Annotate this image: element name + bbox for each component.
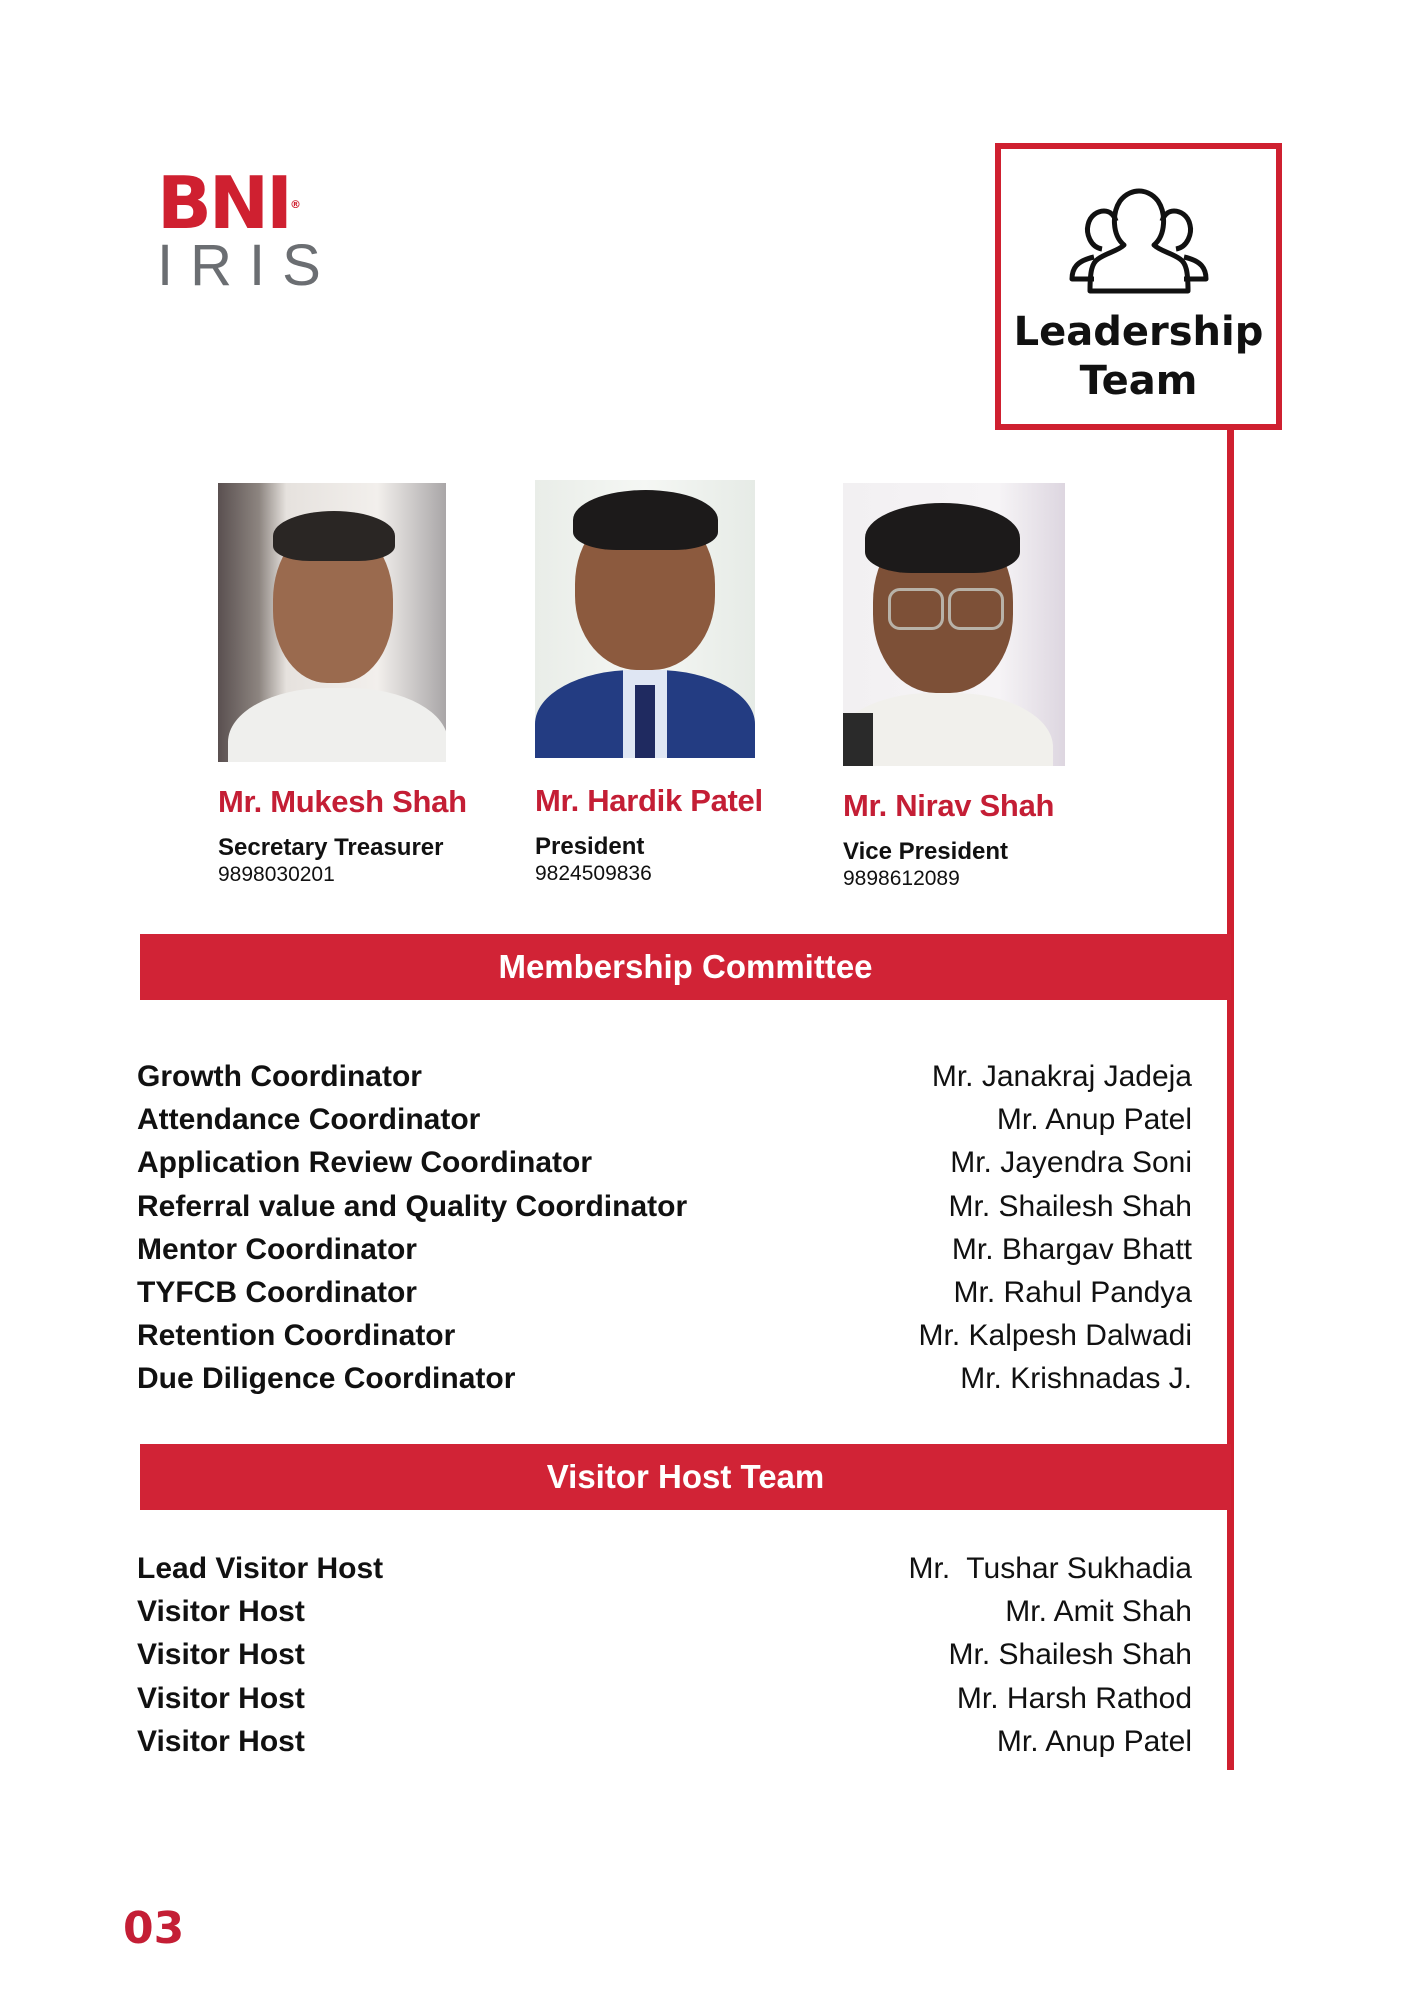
header-title: Leadership Team: [1013, 309, 1264, 404]
officer-phone: 9824509836: [535, 862, 652, 885]
officer-photo: [218, 483, 446, 762]
list-item: Retention Coordinator Mr. Kalpesh Dalwadi: [137, 1319, 1192, 1353]
logo-chapter: IRIS: [157, 233, 338, 298]
logo-brand: BNI®: [157, 161, 301, 245]
officer-role: Vice President: [843, 838, 1008, 865]
list-item: Attendance Coordinator Mr. Anup Patel: [137, 1103, 1192, 1137]
leadership-team-header: [995, 143, 1282, 430]
officer-photo: [535, 480, 755, 758]
bni-iris-logo: [157, 161, 338, 298]
officer-card: [218, 483, 518, 887]
list-item: Visitor Host Mr. Amit Shah: [137, 1595, 1192, 1629]
decorative-vertical-line: [1227, 429, 1234, 1770]
officer-phone: 9898030201: [218, 863, 335, 886]
officer-name: Mr. Hardik Patel: [535, 783, 763, 818]
officer-name: Mr. Mukesh Shah: [218, 784, 467, 819]
officer-photo: [843, 483, 1065, 766]
list-item: Visitor Host Mr. Anup Patel: [137, 1724, 1192, 1758]
list-item: Lead Visitor Host Mr. Tushar Sukhadia: [137, 1552, 1192, 1585]
officer-card: [535, 483, 835, 886]
list-item: Mentor Coordinator Mr. Bhargav Bhatt: [137, 1232, 1192, 1266]
list-item: Visitor Host Mr. Harsh Rathod: [137, 1681, 1192, 1715]
group-people-icon: [1064, 187, 1214, 297]
list-item: TYFCB Coordinator Mr. Rahul Pandya: [137, 1275, 1192, 1309]
list-item: Application Review Coordinator Mr. Jayendra Soni: [137, 1146, 1192, 1180]
officer-role: President: [535, 833, 645, 860]
page-number: 03: [123, 1903, 185, 1954]
visitor-host-team-list: [137, 1552, 1192, 1768]
list-item: Growth Coordinator Mr. Janakraj Jadeja: [137, 1060, 1192, 1093]
officer-card: [843, 483, 1143, 891]
list-item: Visitor Host Mr. Shailesh Shah: [137, 1638, 1192, 1672]
officer-phone: 9898612089: [843, 867, 960, 890]
visitor-host-team-banner: Visitor Host Team: [140, 1444, 1231, 1510]
membership-committee-list: [137, 1060, 1192, 1406]
officer-name: Mr. Nirav Shah: [843, 788, 1055, 823]
membership-committee-banner: Membership Committee: [140, 934, 1231, 1000]
list-item: Due Diligence Coordinator Mr. Krishnadas J.: [137, 1362, 1192, 1396]
officer-role: Secretary Treasurer: [218, 834, 444, 861]
list-item: Referral value and Quality Coordinator Mr. Shailesh Shah: [137, 1189, 1192, 1223]
